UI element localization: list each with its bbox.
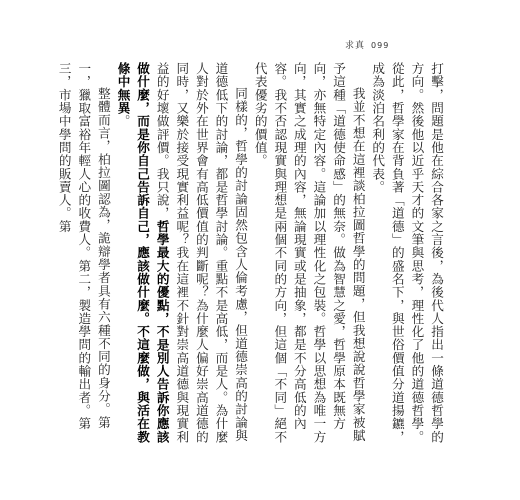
paragraph-2-text: 我並不想在這裡談柏拉圖哲學的問題，但我想說說哲學家被賦予這種「道德使命感」的無奈。做為智慧之愛，哲學原本既無方向，亦無特定內容。這論加以理性化之包裝。哲學以思想為唯一方向，其實之成理的內容，無論現實或是抽象，都是不分高低的內容。我不否認現實與理想是兩個不同的方向，但這個「不同」絕不代表優劣的價值。: [252, 62, 366, 444]
paragraph-1-text: 打擊，問題是他在綜合各家之言後，為後代人指出一條道德哲學的方向。然後他以近乎天才的文筆與思考，理性化了他的道德哲學。從此，哲學家在背負著「道德」的盛名下，與世俗價值分道揚鑣，成為淡泊名利的代表。: [370, 62, 444, 444]
running-head-title: 求真: [345, 41, 366, 51]
page-number: 099: [371, 41, 390, 50]
paragraph-2: [250, 62, 368, 452]
body-text: [56, 62, 446, 452]
paragraph-3-end: 。: [115, 114, 131, 128]
paragraph-3-emphasis: 哲學最大的優點，不是別人告訴你應該做什麼，而是你自己告訴自己，應該做什麼。不這麼做，與活在教條中無異: [115, 62, 170, 444]
paragraph-4-text: 整體而言，柏拉圖認為，詭辯學者具有六種不同的身分。第一，獵取富裕年輕人心的收費人。第二，製造學問的輸出者。第三，市場中學問的販賣人。第: [56, 62, 111, 431]
paragraph-3-text: 同樣的，哲學的討論固然包含人倫考慮，但道德崇高的討論與道德低下的討論，都是哲學討論。重點不是高低，而是人。為什麼人對於外在世界會有高低價值的判斷呢？為什麼人偏好崇高道德的同時，又樂於接受現實利益呢？我在這裡不針對崇高道德與現實利益的好壞做評價。我只說，: [154, 62, 249, 444]
paragraph-1: [368, 62, 446, 452]
paragraph-3: [113, 62, 250, 452]
paragraph-4: [54, 62, 113, 452]
running-head: [345, 38, 389, 51]
